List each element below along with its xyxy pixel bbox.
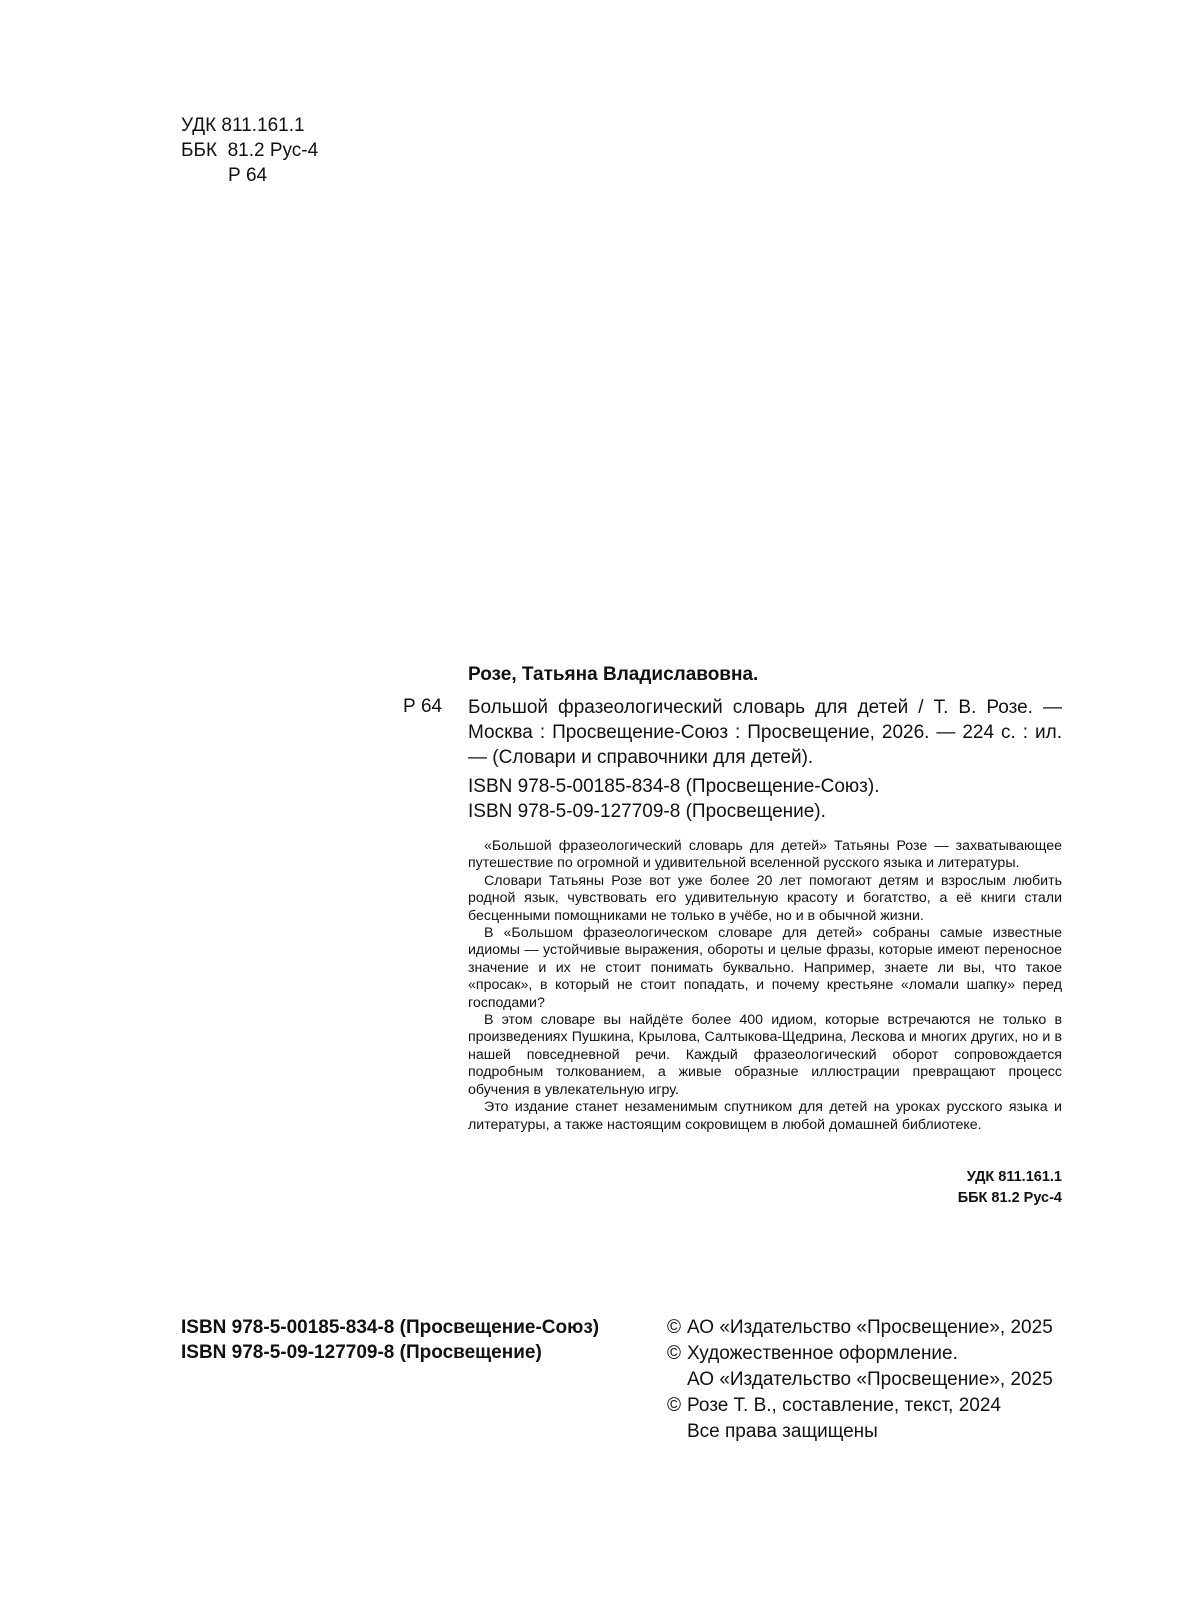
copyright-line: © АО «Издательство «Просвещение», 2025 [667,1315,1053,1341]
copyright-line: © Художественное оформление. [667,1341,1053,1367]
annotation-paragraph: В «Большом фразеологическом словаре для детей» собраны самые известные идиомы — устойчивые выражения, обороты и целые фразы, которые имеют переносное значение и их не стоит понимать буквально. Например, знаете ли вы, что такое «просак», в который не стоит попадать, и почему крестьяне «ломали шапку» перед господами? [468,925,1062,1011]
udk-code: УДК 811.161.1 [181,115,305,136]
copyright-symbol: © [667,1343,681,1364]
annotation-paragraph: Словари Татьяны Розе вот уже более 20 лет помогают детям и взрослым любить родной язык, чувствовать его удивительную красоту и богатство, а её книги стали бесценными помощниками не только в учёбе, но и в обычной жизни. [468,872,1062,924]
shelf-mark: Р 64 [403,696,443,717]
isbn-line: ISBN 978-5-09-127709-8 (Просвещение). [468,801,826,822]
classification-codes [181,113,318,188]
isbn-bottom-list [181,1315,599,1365]
copyright-line: © Розе Т. В., составление, текст, 2024 [667,1393,1053,1419]
bbk-code: ББК 81.2 Рус-4 [957,1190,1062,1206]
isbn-line: ISBN 978-5-09-127709-8 (Просвещение) [181,1342,542,1363]
annotation-paragraph: В этом словаре вы найдёте более 400 идиом, которые встречаются не только в произведениях Пушкина, Крылова, Салтыкова-Щедрина, Лескова и многих других, но и в нашей повседневной речи. Каждый фразеологический оборот сопровождается подробным толкованием, а живые образные иллюстрации превращают процесс обучения в увлекательную игру. [468,1012,1062,1098]
author-name: Розе, Татьяна Владиславовна. [468,664,759,685]
copyright-symbol: © [667,1395,681,1416]
isbn-line: ISBN 978-5-00185-834-8 (Просвещение-Союз) [181,1317,600,1338]
copyright-line: АО «Издательство «Просвещение», 2025 [687,1369,1053,1390]
annotation [468,838,1062,1134]
classification-codes-repeat [958,1167,1062,1209]
udk-code: УДК 811.161.1 [966,1169,1062,1185]
annotation-paragraph: Это издание станет незаменимым спутником для детей на уроках русского языка и литературы, а также настоящим сокровищем в любой домашней библиотеке. [468,1099,1062,1133]
annotation-paragraph: «Большой фразеологический словарь для детей» Татьяны Розе — захватывающее путешествие по огромной и удивительной вселенной русского языка и литературы. [468,838,1062,872]
author-sign: Р 64 [228,165,268,186]
isbn-line: ISBN 978-5-00185-834-8 (Просвещение-Союз). [468,776,880,797]
bbk-code: ББК 81.2 Рус-4 [181,140,319,161]
copyright-block [667,1315,1053,1445]
catalog-isbn-list [468,774,880,824]
copyright-symbol: © [667,1317,681,1338]
bibliographic-description: Большой фразеологический словарь для детей / Т. В. Розе. — Москва : Просвещение-Союз : Просвещение, 2026. — 224 с. : ил. — (Словари и справочники для детей). [468,697,1062,768]
rights-reserved: Все права защищены [687,1421,878,1442]
